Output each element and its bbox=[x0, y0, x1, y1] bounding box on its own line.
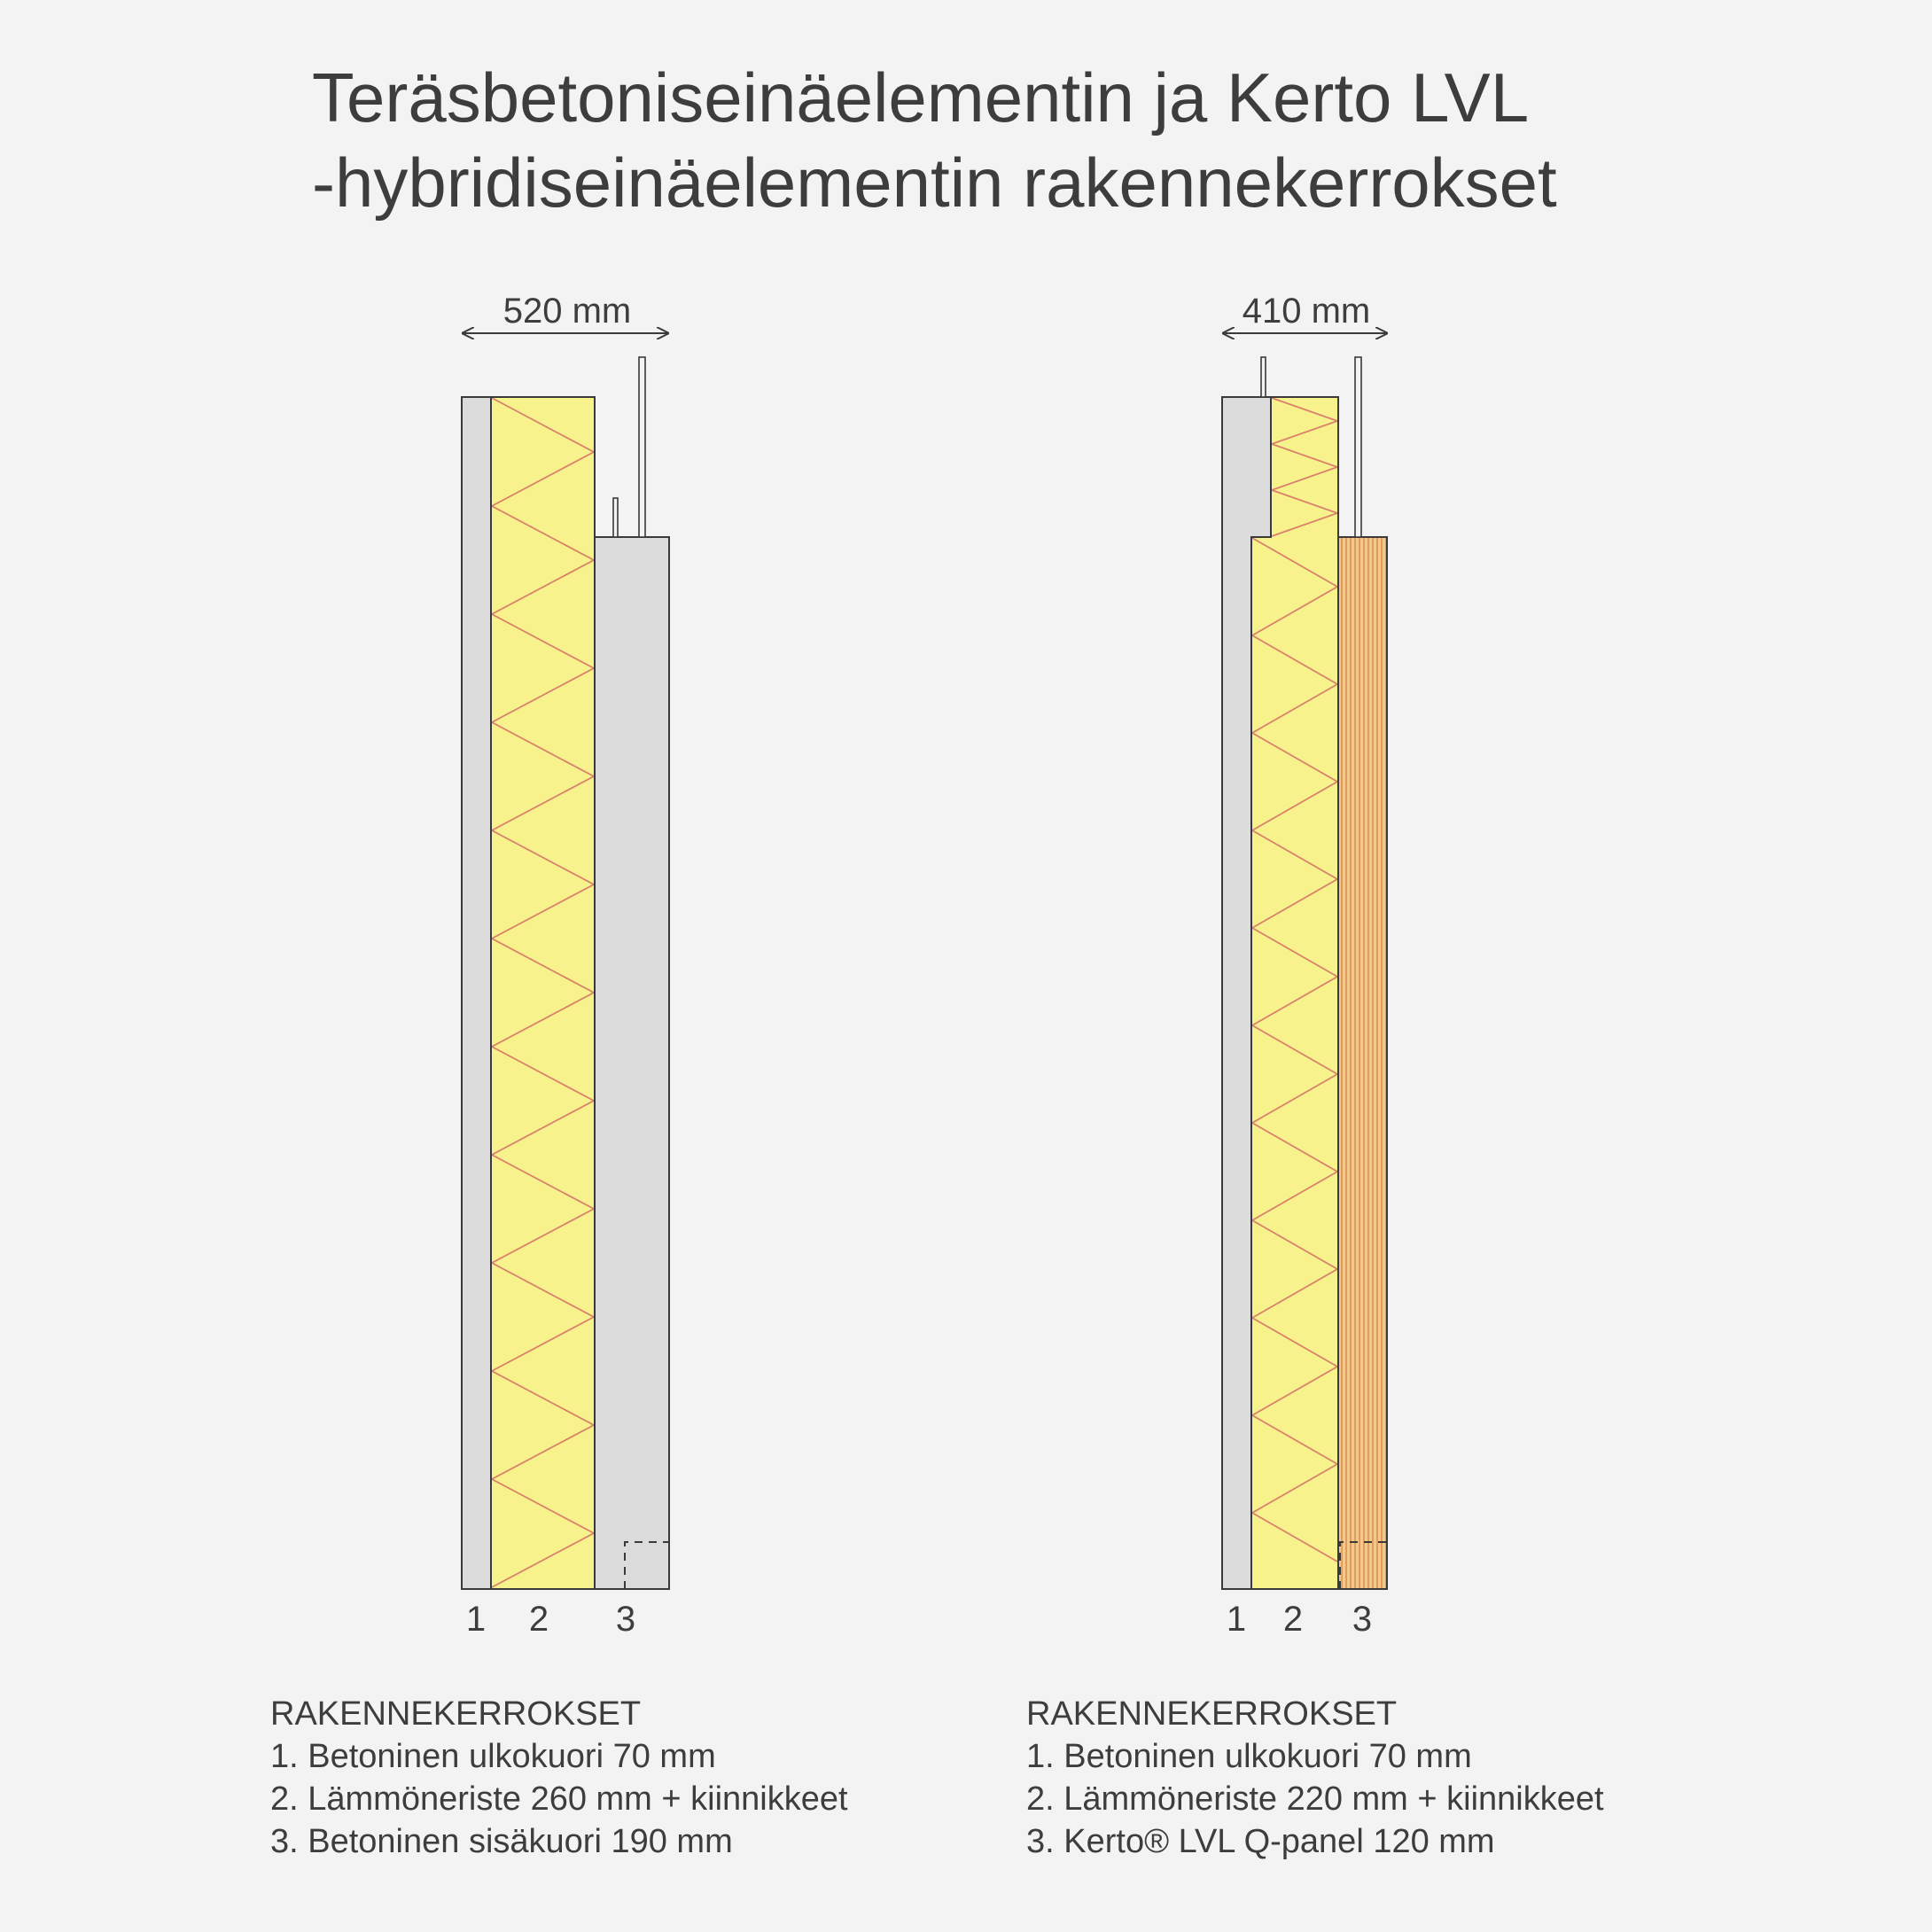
legend-heading: RAKENNEKERROKSET bbox=[270, 1695, 642, 1733]
legend-item: 3. Kerto® LVL Q-panel 120 mm bbox=[1026, 1823, 1495, 1860]
layer-number-3: 3 bbox=[1352, 1600, 1373, 1639]
connector-rod-left bbox=[1261, 357, 1266, 397]
legend-heading: RAKENNEKERROKSET bbox=[1026, 1695, 1398, 1733]
connector-rod-tall bbox=[639, 357, 645, 537]
title-line-1: Teräsbetoniseinäelementin ja Kerto LVL bbox=[312, 58, 1530, 136]
legend-item: 2. Lämmöneriste 260 mm + kiinnikkeet bbox=[270, 1780, 848, 1818]
hybrid-wall-section bbox=[1222, 292, 1388, 1639]
insulation-layer bbox=[491, 397, 595, 1589]
insulation-layer bbox=[1251, 397, 1338, 1589]
kerto-lvl-panel bbox=[1338, 537, 1387, 1589]
connector-rod-right bbox=[1355, 357, 1361, 537]
concrete-wall-section bbox=[462, 292, 669, 1639]
legend-concrete-wall bbox=[270, 1693, 1068, 1863]
layer-number-1: 1 bbox=[465, 1600, 487, 1639]
layer-number-2: 2 bbox=[528, 1600, 549, 1639]
connector-rod-short bbox=[613, 498, 618, 537]
legend-item: 2. Lämmöneriste 220 mm + kiinnikkeet bbox=[1026, 1780, 1604, 1818]
legend-hybrid-wall bbox=[1026, 1693, 1824, 1863]
layer-number-1: 1 bbox=[1226, 1600, 1247, 1639]
legend-item: 1. Betoninen ulkokuori 70 mm bbox=[270, 1738, 716, 1775]
dimension-label-410: 410 mm bbox=[1242, 292, 1371, 331]
legend-item: 1. Betoninen ulkokuori 70 mm bbox=[1026, 1738, 1472, 1775]
dimension-label-520: 520 mm bbox=[502, 292, 632, 331]
layer-number-2: 2 bbox=[1282, 1600, 1304, 1639]
inner-concrete-shell bbox=[595, 537, 669, 1589]
legend-item: 3. Betoninen sisäkuori 190 mm bbox=[270, 1823, 733, 1860]
title-line-2: -hybridiseinäelementin rakennekerrokset bbox=[312, 144, 1557, 222]
outer-concrete-shell bbox=[462, 397, 491, 1589]
layer-number-3: 3 bbox=[615, 1600, 636, 1639]
